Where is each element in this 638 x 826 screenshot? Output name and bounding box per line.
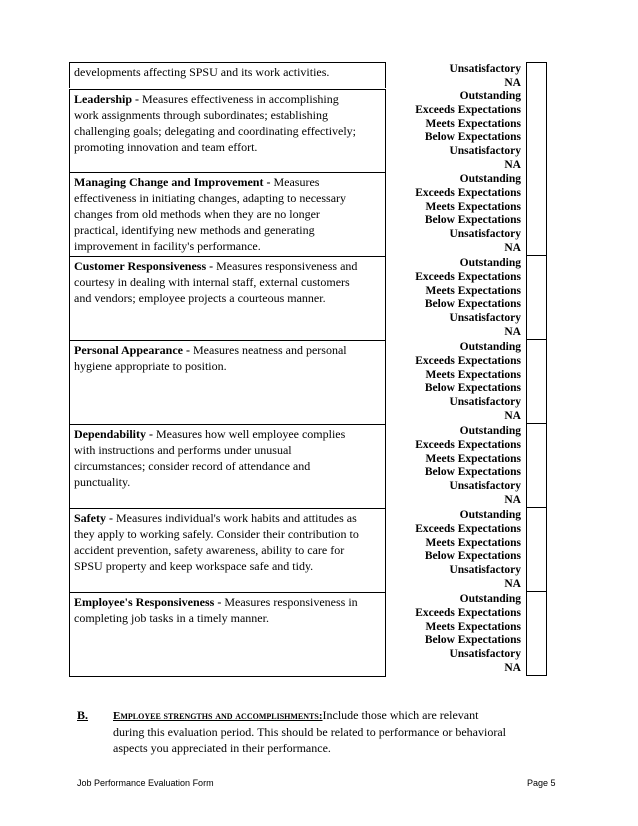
rating-checkbox[interactable] [526,661,547,676]
rating-checkbox[interactable] [526,200,547,215]
rating-option [395,172,551,186]
rating-label: Below Expectations [424,382,521,395]
rating-label: Outstanding [459,90,521,102]
rating-checkbox[interactable] [526,647,547,662]
criterion-line-text: accident prevention, safety awareness, ability to care for [74,543,345,557]
rating-label: Meets Expectations [425,117,521,130]
rating-checkbox[interactable] [526,103,547,118]
rating-checkbox[interactable] [526,549,547,564]
criterion-line [74,426,381,442]
rating-label: Meets Expectations [425,284,521,297]
criterion-line-text: Measures individual's work habits and attitudes as [116,511,357,525]
rating-option [395,284,551,298]
criterion-line [74,290,381,306]
rating-option [395,381,551,395]
rating-option [395,241,551,255]
rating-option [395,186,551,200]
rating-label: Exceeds Expectations [415,270,521,283]
rating-checkbox[interactable] [526,89,547,104]
criterion-separator: - [132,92,143,106]
rating-option [395,577,551,591]
rating-checkbox[interactable] [526,117,547,132]
rating-checkbox[interactable] [526,633,547,648]
criterion-line [74,107,381,123]
criterion-cell [69,256,386,340]
rating-option [395,89,551,103]
rating-option [395,424,551,438]
section-b-letter: B. [77,708,89,722]
rating-checkbox[interactable] [526,227,547,242]
section-b-line-1 [113,707,537,724]
rating-label: Outstanding [459,257,521,269]
criterion-description [70,173,385,254]
rating-option [395,438,551,452]
rating-checkbox[interactable] [526,270,547,285]
criterion-separator: - [106,511,116,525]
criterion-description [70,90,385,155]
rating-option [395,340,551,354]
criterion-title: Safety [74,511,106,525]
criterion-title: Employee's Responsiveness [74,595,215,609]
criterion-cell [69,340,386,424]
rating-option [395,549,551,563]
rating-checkbox[interactable] [526,395,547,410]
criterion-line [74,123,381,139]
rating-label: Meets Expectations [425,200,521,213]
rating-label: NA [504,494,521,506]
criterion-line [74,358,381,374]
criterion-line-text: courtesy in dealing with internal staff, external customers [74,275,350,289]
rating-label: Below Expectations [424,131,521,144]
rating-checkbox[interactable] [526,213,547,228]
rating-checkbox[interactable] [526,536,547,551]
rating-label: Meets Expectations [425,620,521,633]
criterion-cell [69,172,386,256]
intro-description-text: developments affecting SPSU and its work activities. [74,65,330,79]
criterion-line [74,542,381,558]
rating-checkbox[interactable] [526,452,547,467]
criterion-cell [69,508,386,592]
criterion-line-text: SPSU property and keep workspace safe and tidy. [74,559,314,573]
criterion-title: Personal Appearance [74,343,183,357]
rating-option [395,592,551,606]
criterion-line [74,91,381,107]
rating-option [395,508,551,522]
rating-checkbox[interactable] [526,284,547,299]
rating-checkbox[interactable] [526,368,547,383]
rating-option [395,270,551,284]
criterion-line-text: they apply to working safely. Consider their contribution to [74,527,359,541]
rating-option [395,452,551,466]
criterion-description [70,341,385,374]
rating-label: Unsatisfactory [449,480,521,493]
criterion-description [70,509,385,574]
criterion-separator: - [183,343,193,357]
rating-option [395,409,551,423]
criterion-line [74,238,381,254]
rating-checkbox[interactable] [526,438,547,453]
rating-label: Exceeds Expectations [415,522,521,535]
criterion-line-text: work assignments through subordinates; establishing [74,108,328,122]
criterion-description [70,593,385,626]
rating-label: Meets Expectations [425,368,521,381]
rating-checkbox[interactable] [526,424,547,439]
criterion-line-text: punctuality. [74,475,131,489]
criterion-line-text: completing job tasks in a timely manner. [74,611,269,625]
criterion-line [74,258,381,274]
criterion-cell [69,89,386,172]
rating-option [395,368,551,382]
rating-label: Unsatisfactory [449,312,521,325]
rating-label: Outstanding [459,509,521,521]
rating-label: Unsatisfactory [449,63,521,75]
criterion-line-text: effectiveness in initiating changes, adapting to necessary [74,191,347,205]
rating-checkbox[interactable] [526,311,547,326]
rating-option [395,647,551,661]
footer-form-title: Job Performance Evaluation Form [77,778,214,788]
criterion-separator: - [206,259,217,273]
criterion-line-text: practical, identifying new methods and generating [74,223,315,237]
section-b-line-1-text: Include those which are relevant [322,708,479,722]
rating-option [395,297,551,311]
criterion-line-text: challenging goals; delegating and coordinating effectively; [74,124,357,138]
rating-checkbox[interactable] [526,522,547,537]
rating-label: Unsatisfactory [449,145,521,158]
criterion-line [74,558,381,574]
rating-checkbox[interactable] [526,186,547,201]
rating-option [395,117,551,131]
section-b-body [113,707,537,756]
rating-checkbox[interactable] [526,241,547,256]
rating-option [395,227,551,241]
section-b-line-2: during this evaluation period. This should be related to performance or behavioral [113,725,506,739]
rating-label: Meets Expectations [425,536,521,549]
rating-label: Meets Expectations [425,452,521,465]
rating-option [395,606,551,620]
rating-label: Below Expectations [424,466,521,479]
rating-checkbox[interactable] [526,144,547,159]
footer-page-number: Page 5 [527,778,556,788]
rating-option [395,633,551,647]
criterion-title: Customer Responsiveness [74,259,207,273]
section-b-heading: Employee strengths and accomplishments: [113,710,323,722]
rating-option [395,354,551,368]
rating-checkbox[interactable] [526,465,547,480]
rating-option [395,325,551,339]
rating-option [395,522,551,536]
criterion-title: Leadership [74,92,133,106]
rating-label: Exceeds Expectations [415,438,521,451]
rating-checkbox[interactable] [526,606,547,621]
rating-option [395,620,551,634]
criterion-line [74,526,381,542]
rating-option [395,144,551,158]
criterion-line-text: circumstances; consider record of attendance and [74,459,311,473]
rating-label: NA [504,76,521,89]
criterion-line-text: changes from old methods when they are no longer [74,207,320,221]
rating-label: Unsatisfactory [449,396,521,409]
rating-checkbox[interactable] [526,325,547,340]
criterion-line-text: promoting innovation and team effort. [74,140,258,154]
criterion-line-text: with instructions and performs under unusual [74,443,292,457]
rating-label: Outstanding [459,593,521,605]
rating-checkbox[interactable] [526,620,547,635]
criterion-description [70,257,385,306]
rating-option [395,311,551,325]
rating-checkbox[interactable] [526,409,547,424]
rating-label: NA [504,326,521,338]
rating-label: Exceeds Expectations [415,606,521,619]
criterion-line [74,474,381,490]
criterion-line [74,442,381,458]
rating-checkbox[interactable] [526,256,547,271]
rating-label: Below Expectations [424,634,521,647]
rating-option [395,465,551,479]
rating-label: Below Expectations [424,214,521,227]
criterion-separator: - [214,595,225,609]
section-b-line-3: aspects you appreciated in their performance. [113,741,331,755]
rating-label: Below Expectations [424,298,521,311]
rating-label: Exceeds Expectations [415,186,521,199]
criterion-line [74,510,381,526]
rating-checkbox[interactable] [526,592,547,607]
rating-option [395,256,551,270]
rating-label: Exceeds Expectations [415,103,521,116]
rating-label: NA [504,578,521,590]
rating-option [395,76,551,90]
rating-checkbox[interactable] [526,479,547,494]
criterion-separator: - [263,175,274,189]
criterion-line-text: Measures how well employee complies [156,427,346,441]
rating-option [395,395,551,409]
rating-label: NA [504,410,521,422]
criterion-line [74,594,381,610]
rating-label: Outstanding [459,173,521,185]
criterion-line [74,190,381,206]
rating-option [395,200,551,214]
rating-option [395,479,551,493]
rating-option [395,62,551,76]
rating-checkbox[interactable] [526,563,547,578]
criterion-line [74,174,381,190]
criterion-title: Managing Change and Improvement [74,175,264,189]
intro-description-cell [69,62,386,88]
rating-label: NA [504,242,521,254]
rating-checkbox[interactable] [526,381,547,396]
rating-label: NA [504,662,521,674]
criterion-title: Dependability [74,427,147,441]
rating-option [395,130,551,144]
rating-option [395,493,551,507]
rating-label: Outstanding [459,425,521,437]
rating-option [395,536,551,550]
criterion-line-text: improvement in facility's performance. [74,239,261,253]
rating-option [395,661,551,675]
rating-label: Exceeds Expectations [415,354,521,367]
rating-label: Below Expectations [424,550,521,563]
rating-checkbox[interactable] [526,493,547,508]
rating-option [395,103,551,117]
criterion-line [74,139,381,155]
rating-checkbox[interactable] [526,354,547,369]
rating-checkbox[interactable] [526,577,547,592]
criterion-description [70,425,385,490]
rating-label: NA [504,159,521,171]
rating-option [395,158,551,172]
criterion-cell [69,592,386,677]
criterion-line-text: Measures responsiveness and [216,259,358,273]
criterion-line-text: Measures [273,175,320,189]
criterion-line [74,610,381,626]
criterion-line [74,274,381,290]
rating-checkbox[interactable] [526,508,547,523]
criterion-line-text: Measures neatness and personal [193,343,347,357]
rating-checkbox[interactable] [526,158,547,173]
criterion-line-text: hygiene appropriate to position. [74,359,227,373]
criterion-cell [69,424,386,508]
rating-checkbox[interactable] [526,340,547,355]
criterion-line [74,206,381,222]
criterion-line [74,458,381,474]
rating-label: Outstanding [459,341,521,353]
rating-option [395,563,551,577]
criterion-line-text: and vendors; employee projects a courteous manner. [74,291,326,305]
rating-checkbox[interactable] [526,172,547,187]
criterion-line-text: Measures effectiveness in accomplishing [142,92,339,106]
rating-option [395,213,551,227]
criterion-line-text: Measures responsiveness in [224,595,358,609]
rating-label: Unsatisfactory [449,564,521,577]
rating-checkbox[interactable] [526,297,547,312]
criterion-line [74,342,381,358]
criterion-line [74,222,381,238]
rating-label: Unsatisfactory [449,648,521,661]
rating-checkbox[interactable] [526,130,547,145]
rating-label: Unsatisfactory [449,228,521,241]
criterion-separator: - [146,427,157,441]
